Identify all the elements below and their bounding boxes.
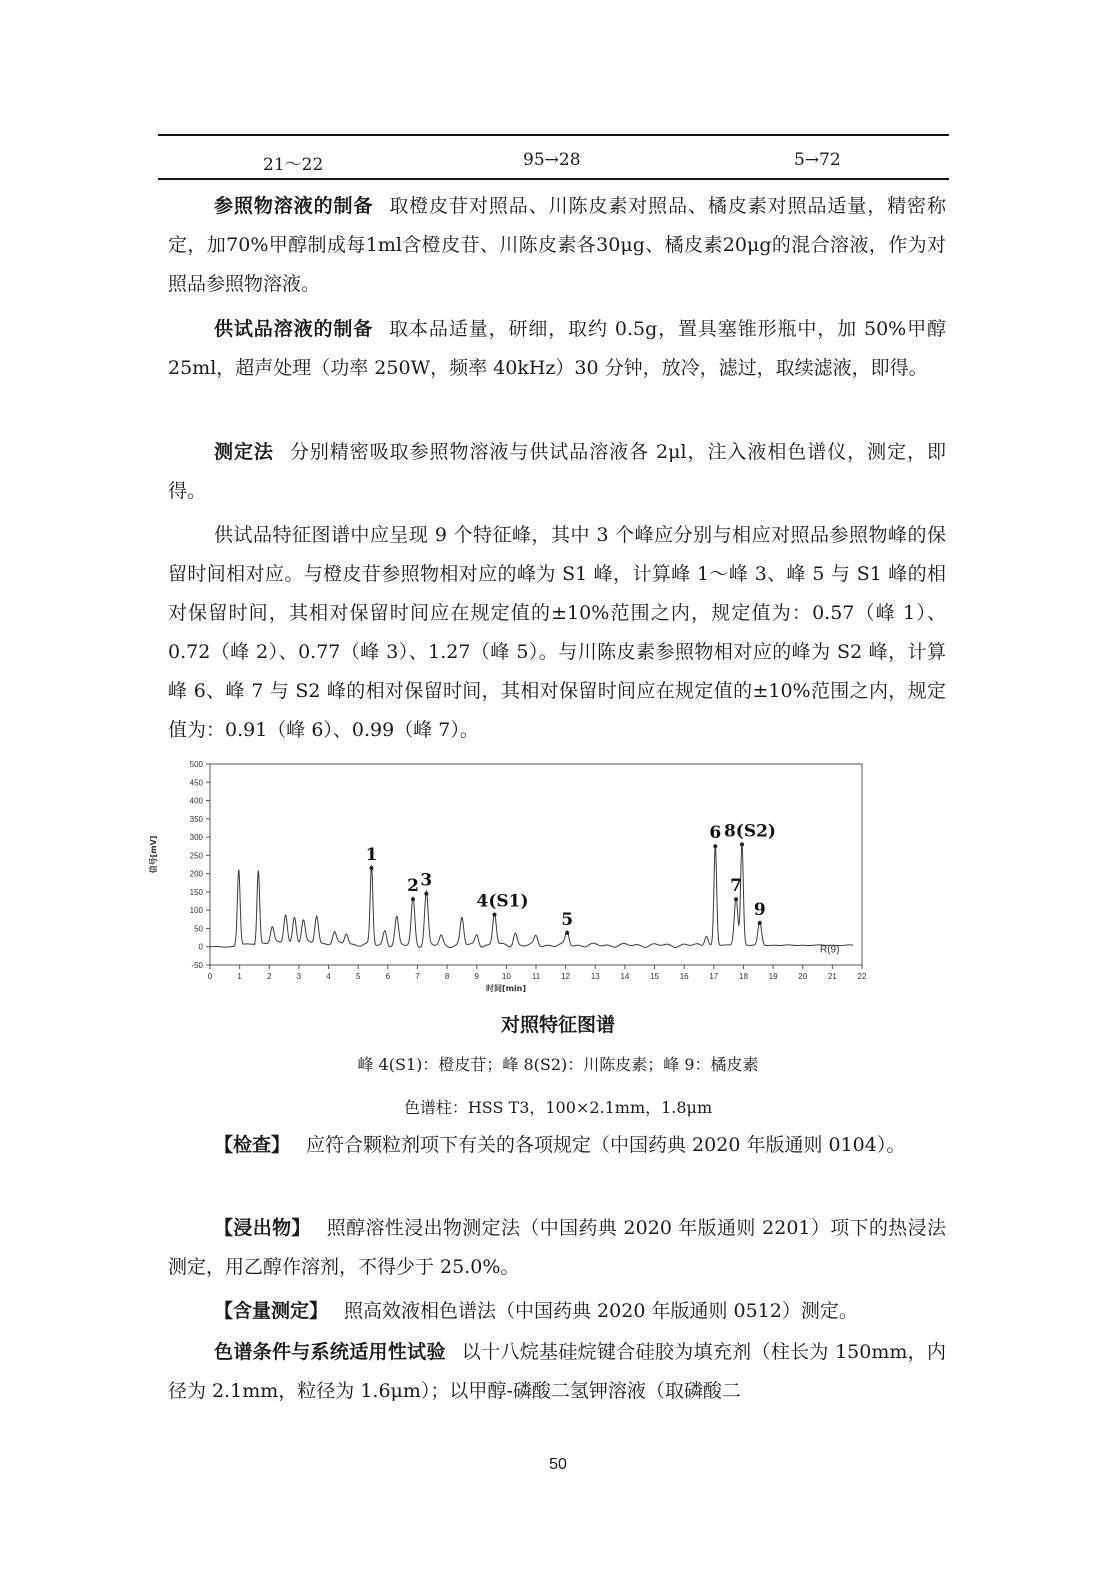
y-tick-label: 450 [189, 778, 203, 788]
x-tick-label: 14 [620, 972, 630, 981]
peak-label: 2 [407, 876, 419, 897]
x-tick-label: 19 [768, 972, 778, 981]
x-tick-label: 1 [237, 972, 242, 981]
table-bottom-rule [158, 178, 949, 180]
x-tick-label: 18 [739, 972, 748, 981]
conditions-heading: 色谱条件与系统适用性试验 [214, 1341, 446, 1363]
x-tick-label: 11 [531, 972, 541, 981]
assay-paragraph [168, 1292, 946, 1331]
reference-prep-text: 取橙皮苷对照品、川陈皮素对照品、橘皮素对照品适量，精密称定，加70%甲醇制成每1ml含橙皮苷、川陈皮素各30μg、橘皮素20μg的混合溶液，作为对照品参照物溶液。 [168, 195, 946, 295]
requirement-paragraph [168, 516, 946, 750]
chromatogram-chart [144, 758, 884, 998]
peak-label: 9 [753, 899, 766, 920]
y-tick-label: 350 [189, 814, 203, 824]
y-tick-label: 300 [189, 833, 203, 843]
y-tick-label: -50 [191, 961, 203, 970]
y-tick-label: 150 [189, 887, 203, 897]
figure-caption-peaks: 峰 4(S1)：橙皮苷；峰 8(S2)：川陈皮素；峰 9：橘皮素 [357, 1055, 759, 1074]
peak-marker [411, 897, 415, 901]
x-tick-label: 13 [590, 972, 600, 981]
y-tick-label: 50 [194, 924, 203, 934]
peak-marker [713, 844, 717, 848]
peak-marker [740, 842, 744, 846]
x-tick-label: 7 [415, 972, 420, 981]
reference-prep-paragraph [168, 187, 946, 304]
x-tick-label: 0 [207, 972, 213, 981]
x-axis-label: 时间[min] [485, 984, 527, 993]
peak-marker [758, 921, 762, 925]
method-paragraph [168, 433, 946, 511]
sample-prep-text: 取本品适量，研细，取约 0.5g，置具塞锥形瓶中，加 50%甲醇 25ml，超声处理（功率 250W，频率 40kHz）30 分钟，放冷，滤过，取续滤液，即得。 [168, 318, 946, 379]
y-tick-label: 0 [198, 942, 203, 952]
y-tick-label: 250 [189, 851, 203, 861]
peak-label: 4(S1) [476, 891, 529, 912]
figure-caption-title: 对照特征图谱 [500, 1014, 615, 1036]
x-tick-label: 12 [561, 972, 571, 981]
peak-label: 8(S2) [723, 821, 776, 842]
x-tick-label: 16 [679, 972, 689, 981]
requirement-text: 供试品特征图谱中应呈现 9 个特征峰，其中 3 个峰应分别与相应对照品参照物峰的保留时间相对应。与橙皮苷参照物相对应的峰为 S1 峰，计算峰 1～峰 3、峰 5 与 S1 峰的相对保留时间，其相对保留时间应在规定值的±10%范围之内，规定值为：0.57（峰 1）、0.72（峰 2）、0.77（峰 3）、1.27（峰 5）。与川陈皮素参照物相对应的峰为 S2 峰，计算峰 6、峰 7 与 S2 峰的相对保留时间，其相对保留时间应在规定值的±10%范围之内，规定值为：0.91（峰 6）、0.99（峰 7）。 [168, 524, 946, 741]
x-tick-label: 10 [501, 972, 511, 981]
extract-text: 照醇溶性浸出物测定法（中国药典 2020 年版通则 2201）项下的热浸法测定，用乙醇作溶剂，不得少于 25.0%。 [168, 1217, 946, 1278]
x-tick-label: 8 [444, 972, 450, 981]
inspection-text: 应符合颗粒剂项下有关的各项规定（中国药典 2020 年版通则 0104）。 [306, 1134, 906, 1156]
x-tick-label: 17 [709, 972, 719, 981]
assay-heading: 【含量测定】 [214, 1300, 329, 1322]
chromatogram-trace [210, 843, 853, 948]
y-axis-label: 信号[mV] [149, 835, 158, 874]
peak-marker [734, 897, 738, 901]
series-label: R(9) [820, 944, 840, 956]
peak-marker [370, 866, 374, 870]
x-tick-label: 4 [326, 972, 331, 981]
peak-label: 5 [561, 909, 574, 930]
peak-marker [565, 931, 569, 935]
assay-text: 照高效液相色谱法（中国药典 2020 年版通则 0512）测定。 [344, 1300, 858, 1322]
x-tick-label: 5 [355, 972, 361, 981]
peak-label: 6 [709, 823, 722, 844]
x-tick-label: 21 [827, 972, 837, 981]
y-tick-label: 200 [189, 869, 203, 879]
x-tick-label: 22 [857, 972, 867, 981]
peak-marker [424, 892, 428, 896]
sample-prep-heading: 供试品溶液的制备 [214, 318, 374, 340]
x-tick-label: 9 [474, 972, 479, 981]
table-top-rule [158, 134, 949, 136]
peak-label: 7 [730, 876, 742, 897]
inspection-paragraph [168, 1126, 946, 1165]
peak-label: 3 [420, 870, 433, 891]
figure-caption-column: 色谱柱：HSS T3，100×2.1mm，1.8μm [403, 1098, 713, 1117]
peak-label: 1 [365, 845, 378, 866]
x-tick-label: 2 [267, 972, 272, 981]
y-tick-label: 400 [189, 796, 203, 806]
x-tick-label: 6 [385, 972, 391, 981]
peak-marker [493, 913, 497, 917]
conditions-text: 以十八烷基硅烷键合硅胶为填充剂（柱长为 150mm，内径为 2.1mm，粒径为 1.6μm）；以甲醇-磷酸二氢钾溶液（取磷酸二 [168, 1341, 946, 1402]
table-row [158, 150, 949, 176]
chromatogram-figure [144, 758, 884, 998]
method-text: 分别精密吸取参照物溶液与供试品溶液各 2μl，注入液相色谱仪，测定，即得。 [168, 441, 946, 502]
table-cell-mobile-a: 95→28 [523, 150, 581, 170]
table-cell-mobile-b: 5→72 [794, 150, 841, 170]
extract-heading: 【浸出物】 [214, 1217, 311, 1239]
x-tick-label: 15 [650, 972, 659, 981]
sample-prep-paragraph [168, 310, 946, 388]
x-tick-label: 3 [296, 972, 302, 981]
inspection-heading: 【检查】 [214, 1134, 291, 1156]
x-tick-label: 20 [798, 972, 808, 981]
y-tick-label: 100 [189, 906, 203, 916]
page-number: 50 [549, 1456, 567, 1473]
table-cell-time: 21～22 [263, 155, 324, 175]
reference-prep-heading: 参照物溶液的制备 [214, 195, 374, 217]
method-heading: 测定法 [214, 441, 274, 463]
y-tick-label: 500 [189, 760, 203, 769]
extract-paragraph [168, 1209, 946, 1287]
conditions-paragraph [168, 1333, 946, 1411]
